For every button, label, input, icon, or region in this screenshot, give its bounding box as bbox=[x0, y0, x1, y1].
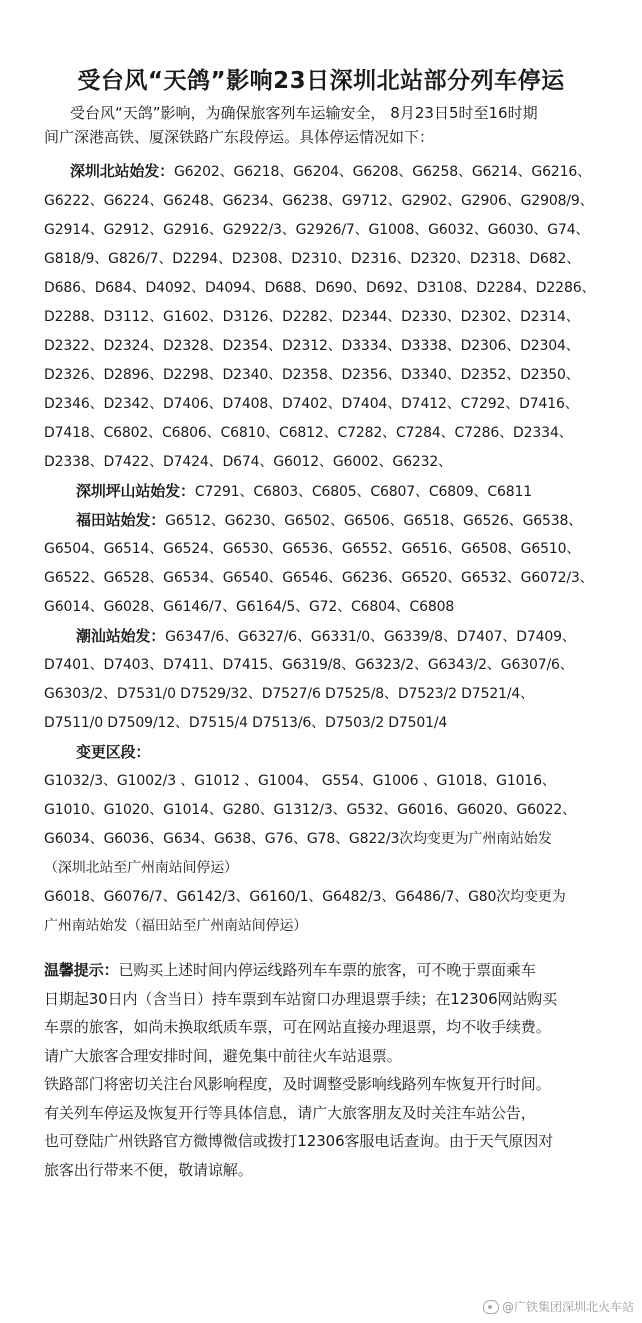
train-line: D686、D684、D4092、D4094、D688、D690、D692、D3108、D2284、D2286、 bbox=[44, 280, 596, 296]
tips-line: 车票的旅客，如尚未换取纸质车票，可在网站直接办理退票，均不收手续费。 bbox=[44, 1018, 551, 1036]
train-line: G6303/2、D7531/0 D7529/32、D7527/6 D7525/8、D7523/2 D7521/4、 bbox=[44, 686, 535, 702]
train-line: G6014、G6028、G6146/7、G6164/5、G72、C6804、C6808 bbox=[44, 599, 455, 615]
station-heading: 福田站始发： bbox=[76, 511, 166, 529]
train-list: G6512、G6230、G6502、G6506、G6518、G6526、G6538、 bbox=[165, 513, 583, 529]
change-line: （深圳北站至广州南站间停运） bbox=[44, 860, 238, 876]
tips-first-line bbox=[44, 956, 616, 985]
tips-label: 温馨提示： bbox=[44, 961, 119, 979]
station-line bbox=[76, 509, 642, 530]
change-line: 广州南站始发（福田站至广州南站间停运） bbox=[44, 918, 308, 934]
train-line: D2322、D2324、D2328、D2354、D2312、D3334、D3338、D2306、D2304、 bbox=[44, 338, 580, 354]
tips-text: 已购买上述时间内停运线路列车车票的旅客，可不晚于票面乘车 bbox=[118, 961, 536, 979]
train-line: D7401、D7403、D7411、D7415、G6319/8、G6323/2、G6343/2、G6307/6、 bbox=[44, 657, 574, 673]
station-heading: 潮汕站始发： bbox=[76, 627, 166, 645]
train-line: G2914、G2912、G2916、G2922/3、G2926/7、G1008、G6032、G6030、G74、 bbox=[44, 222, 590, 238]
change-line: G6034、G6036、G634、G638、G76、G78、G822/3次均变更为广州南站始发 bbox=[44, 831, 552, 847]
watermark bbox=[483, 1298, 634, 1315]
page-title: 受台风“天鸽”影响23日深圳北站部分列车停运 bbox=[77, 68, 565, 94]
intro-line-2: 间广深港高铁、厦深铁路广东段停运。具体停运情况如下： bbox=[44, 128, 435, 146]
train-line: D7511/0 D7509/12、D7515/4 D7513/6、D7503/2 D7501/4 bbox=[44, 715, 448, 731]
change-heading-text: 变更区段： bbox=[76, 743, 151, 761]
change-heading bbox=[76, 741, 642, 762]
train-line: G818/9、G826/7、D2294、D2308、D2310、D2316、D2320、D2318、D682、 bbox=[44, 251, 581, 267]
train-line: D2338、D7422、D7424、D674、G6012、G6002、G6232、 bbox=[44, 454, 453, 470]
station-line bbox=[76, 625, 642, 646]
station-heading: 深圳坪山站始发： bbox=[76, 482, 195, 500]
train-line: G6504、G6514、G6524、G6530、G6536、G6552、G6516、G6508、G6510、 bbox=[44, 541, 581, 557]
tips-line: 日期起30日内（含当日）持车票到车站窗口办理退票手续；在12306网站购买 bbox=[44, 989, 558, 1008]
station-line bbox=[76, 480, 642, 501]
station-heading: 深圳北站始发： bbox=[70, 162, 174, 180]
train-line: D2346、D2342、D7406、D7408、D7402、D7404、D7412、C7292、D7416、 bbox=[44, 396, 579, 412]
station-line bbox=[70, 160, 642, 181]
change-line: G1032/3、G1002/3 、G1012 、G1004、 G554、G1006 、G1018、G1016、 bbox=[44, 773, 556, 789]
train-list: G6347/6、G6327/6、G6331/0、G6339/8、D7407、D7409、 bbox=[165, 629, 576, 645]
train-list: C7291、C6803、C6805、C6807、C6809、C6811 bbox=[194, 484, 532, 500]
change-line: G1010、G1020、G1014、G280、G1312/3、G532、G6016、G6020、G6022、 bbox=[44, 802, 577, 818]
train-line: G6522、G6528、G6534、G6540、G6546、G6236、G6520、G6532、G6072/3、 bbox=[44, 570, 594, 586]
train-line: D2288、D3112、G1602、D3126、D2282、D2344、D2330、D2302、D2314、 bbox=[44, 309, 580, 325]
tips-line: 请广大旅客合理安排时间，避免集中前往火车站退票。 bbox=[44, 1046, 402, 1065]
tips-line: 铁路部门将密切关注台风影响程度，及时调整受影响线路列车恢复开行时间。 bbox=[44, 1075, 551, 1093]
intro-line-1: 受台风“天鸽”影响，为确保旅客列车运输安全， 8月23日5时至16时期 bbox=[70, 104, 538, 122]
train-line: D2326、D2896、D2298、D2340、D2358、D2356、D3340、D2352、D2350、 bbox=[44, 367, 580, 383]
train-list: G6202、G6218、G6204、G6208、G6258、G6214、G6216、 bbox=[173, 164, 591, 180]
train-line: D7418、C6802、C6806、C6810、C6812、C7282、C7284、C7286、D2334、 bbox=[44, 425, 573, 441]
change-line: G6018、G6076/7、G6142/3、G6160/1、G6482/3、G6486/7、G80次均变更为 bbox=[44, 889, 566, 905]
intro-paragraph bbox=[44, 101, 604, 149]
watermark-text: @广铁集团深圳北火车站 bbox=[501, 1300, 634, 1314]
train-line: G6222、G6224、G6248、G6234、G6238、G9712、G2902、G2906、G2908/9、 bbox=[44, 193, 594, 209]
tips-paragraph bbox=[44, 956, 616, 1184]
tips-line: 旅客出行带来不便，敬请谅解。 bbox=[44, 1160, 253, 1179]
tips-line: 也可登陆广州铁路官方微博微信或拨打12306客服电话查询。由于天气原因对 bbox=[44, 1132, 554, 1150]
weibo-icon bbox=[483, 1300, 499, 1314]
tips-line: 有关列车停运及恢复开行等具体信息，请广大旅客朋友及时关注车站公告， bbox=[44, 1103, 536, 1122]
